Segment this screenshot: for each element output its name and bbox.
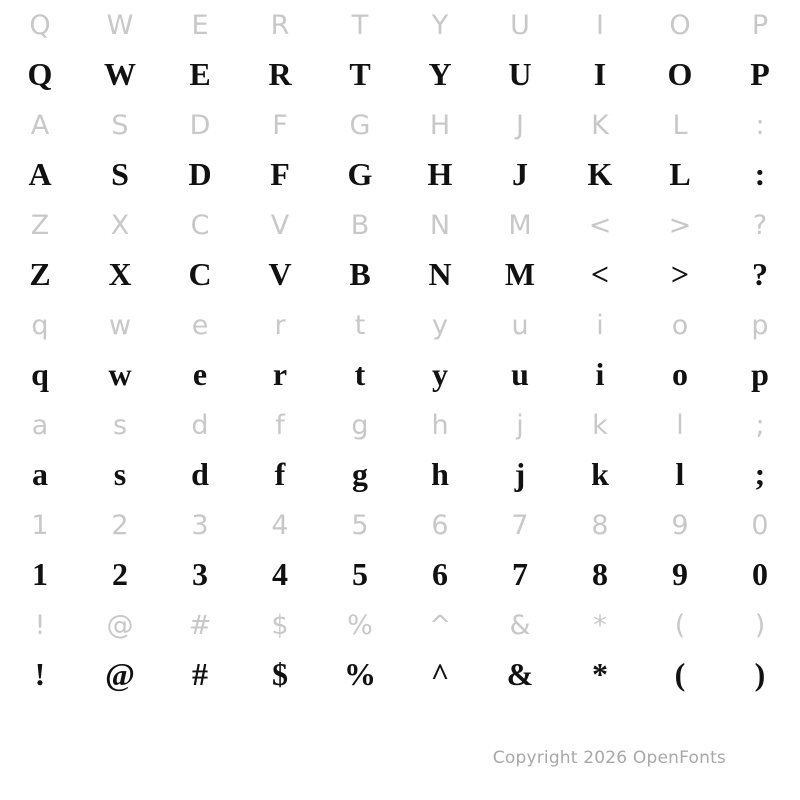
key-label-cell: 8: [591, 510, 609, 541]
key-label-cell: G: [349, 110, 371, 141]
glyph-cell: H: [427, 156, 453, 192]
glyph-cell: f: [274, 456, 286, 492]
glyph-row: [0, 154, 800, 204]
glyph-cell: a: [32, 456, 48, 492]
glyph-cell: 0: [752, 556, 768, 592]
key-label-cell: P: [751, 10, 769, 41]
glyph-cell: :: [754, 156, 766, 192]
key-label-cell: 6: [431, 510, 449, 541]
key-label-cell: A: [30, 110, 50, 141]
glyph-cell: e: [192, 356, 208, 392]
key-label-row: [0, 204, 800, 254]
key-label-cell: T: [351, 10, 369, 41]
key-label-cell: l: [676, 410, 684, 441]
key-label-cell: R: [270, 10, 290, 41]
glyph-cell: B: [349, 256, 371, 292]
key-label-cell: d: [191, 410, 209, 441]
glyph-cell: #: [192, 656, 208, 692]
glyph-cell: s: [113, 456, 127, 492]
key-label-cell: 9: [671, 510, 689, 541]
glyph-cell: o: [672, 356, 688, 392]
key-label-cell: F: [272, 110, 288, 141]
key-label-cell: p: [751, 310, 769, 341]
key-label-cell: ): [754, 610, 766, 641]
glyph-cell: ): [754, 656, 766, 692]
key-label-cell: :: [755, 110, 765, 141]
key-label-cell: Y: [431, 10, 449, 41]
key-label-cell: B: [350, 210, 370, 241]
key-label-cell: e: [191, 310, 209, 341]
key-label-cell: r: [274, 310, 286, 341]
key-label-cell: &: [509, 610, 531, 641]
key-label-cell: I: [596, 10, 604, 41]
glyph-row: [0, 554, 800, 604]
glyph-cell: j: [514, 456, 526, 492]
glyph-cell: !: [34, 656, 46, 692]
key-label-cell: i: [596, 310, 604, 341]
key-label-cell: o: [671, 310, 689, 341]
glyph-cell: q: [31, 356, 49, 392]
key-label-row: [0, 4, 800, 54]
glyph-cell: O: [667, 56, 693, 92]
glyph-cell: l: [675, 456, 685, 492]
glyph-cell: u: [511, 356, 529, 392]
key-label-cell: u: [511, 310, 529, 341]
key-label-cell: J: [516, 110, 524, 141]
key-label-cell: y: [432, 310, 448, 341]
glyph-cell: U: [508, 56, 532, 92]
glyph-row: [0, 654, 800, 704]
key-label-cell: X: [110, 210, 130, 241]
glyph-cell: p: [751, 356, 769, 392]
copyright-notice: Copyright 2026 OpenFonts: [492, 748, 726, 768]
glyph-cell: &: [506, 656, 534, 692]
glyph-cell: ?: [752, 256, 768, 292]
glyph-cell: %: [344, 656, 376, 692]
glyph-cell: 9: [672, 556, 688, 592]
glyph-row: [0, 254, 800, 304]
key-label-cell: 4: [271, 510, 289, 541]
glyph-cell: @: [105, 656, 135, 692]
key-label-cell: >: [668, 210, 692, 241]
glyph-cell: C: [188, 256, 212, 292]
glyph-cell: i: [595, 356, 605, 392]
key-label-cell: Q: [29, 10, 51, 41]
key-label-cell: g: [351, 410, 369, 441]
key-label-cell: 5: [351, 510, 369, 541]
glyph-cell: N: [428, 256, 452, 292]
glyph-cell: 1: [32, 556, 48, 592]
glyph-cell: F: [270, 156, 290, 192]
key-label-cell: q: [31, 310, 49, 341]
glyph-cell: D: [188, 156, 212, 192]
glyph-cell: w: [108, 356, 132, 392]
key-label-row: [0, 504, 800, 554]
glyph-cell: S: [111, 156, 129, 192]
glyph-cell: W: [104, 56, 136, 92]
key-label-cell: 3: [191, 510, 209, 541]
key-label-cell: #: [188, 610, 212, 641]
key-label-cell: 2: [111, 510, 129, 541]
key-label-cell: j: [516, 410, 524, 441]
key-label-cell: (: [674, 610, 686, 641]
key-label-cell: %: [347, 610, 373, 641]
glyph-row: [0, 54, 800, 104]
glyph-cell: M: [504, 256, 536, 292]
key-label-row: [0, 104, 800, 154]
glyph-cell: (: [674, 656, 686, 692]
key-label-cell: s: [112, 410, 128, 441]
glyph-row: [0, 354, 800, 404]
glyph-cell: 2: [112, 556, 128, 592]
key-label-cell: 0: [751, 510, 769, 541]
glyph-cell: P: [750, 56, 770, 92]
key-label-cell: Z: [30, 210, 50, 241]
glyph-cell: *: [592, 656, 608, 692]
glyph-cell: L: [669, 156, 691, 192]
glyph-cell: g: [352, 456, 368, 492]
key-label-cell: 1: [31, 510, 49, 541]
glyph-cell: t: [354, 356, 366, 392]
key-label-cell: L: [672, 110, 688, 141]
glyph-cell: A: [28, 156, 52, 192]
key-label-cell: E: [191, 10, 209, 41]
glyph-cell: ^: [430, 656, 450, 692]
key-label-cell: C: [190, 210, 210, 241]
key-label-cell: ;: [755, 410, 765, 441]
glyph-cell: J: [512, 156, 528, 192]
key-label-cell: f: [275, 410, 285, 441]
key-label-cell: $: [271, 610, 289, 641]
key-label-cell: @: [106, 610, 134, 641]
glyph-cell: 4: [272, 556, 288, 592]
key-label-cell: ^: [428, 610, 452, 641]
key-label-cell: M: [508, 210, 532, 241]
glyph-cell: h: [431, 456, 449, 492]
key-label-cell: t: [354, 310, 366, 341]
glyph-row: [0, 454, 800, 504]
key-label-cell: N: [429, 210, 451, 241]
key-label-cell: S: [111, 110, 129, 141]
glyph-cell: k: [591, 456, 609, 492]
key-label-row: [0, 304, 800, 354]
key-label-cell: *: [593, 610, 607, 641]
glyph-cell: R: [268, 56, 292, 92]
glyph-cell: I: [593, 56, 607, 92]
key-label-cell: D: [189, 110, 211, 141]
key-label-cell: W: [106, 10, 134, 41]
glyph-cell: y: [432, 356, 448, 392]
key-label-row: [0, 404, 800, 454]
key-label-cell: U: [510, 10, 530, 41]
glyph-cell: 3: [192, 556, 208, 592]
glyph-cell: 5: [352, 556, 368, 592]
key-label-cell: H: [429, 110, 451, 141]
key-label-cell: V: [270, 210, 290, 241]
key-label-cell: k: [592, 410, 608, 441]
key-label-cell: a: [31, 410, 49, 441]
glyph-cell: 8: [592, 556, 608, 592]
key-label-cell: ?: [752, 210, 768, 241]
glyph-cell: Q: [27, 56, 53, 92]
key-label-cell: h: [431, 410, 449, 441]
glyph-cell: >: [670, 256, 690, 292]
key-label-cell: K: [591, 110, 609, 141]
key-label-cell: <: [588, 210, 612, 241]
glyph-cell: V: [268, 256, 292, 292]
glyph-cell: T: [349, 56, 371, 92]
glyph-cell: X: [108, 256, 132, 292]
glyph-cell: $: [272, 656, 288, 692]
glyph-cell: Z: [29, 256, 51, 292]
glyph-cell: G: [347, 156, 373, 192]
glyph-cell: ;: [754, 456, 766, 492]
glyph-cell: d: [191, 456, 209, 492]
glyph-cell: 6: [432, 556, 448, 592]
key-label-cell: 7: [511, 510, 529, 541]
key-label-cell: w: [108, 310, 132, 341]
glyph-cell: Y: [428, 56, 452, 92]
key-label-cell: !: [34, 610, 46, 641]
glyph-cell: 7: [512, 556, 528, 592]
glyph-cell: E: [189, 56, 211, 92]
glyph-cell: K: [587, 156, 613, 192]
key-label-cell: O: [669, 10, 691, 41]
glyph-cell: r: [272, 356, 288, 392]
key-label-row: [0, 604, 800, 654]
glyph-cell: <: [590, 256, 610, 292]
